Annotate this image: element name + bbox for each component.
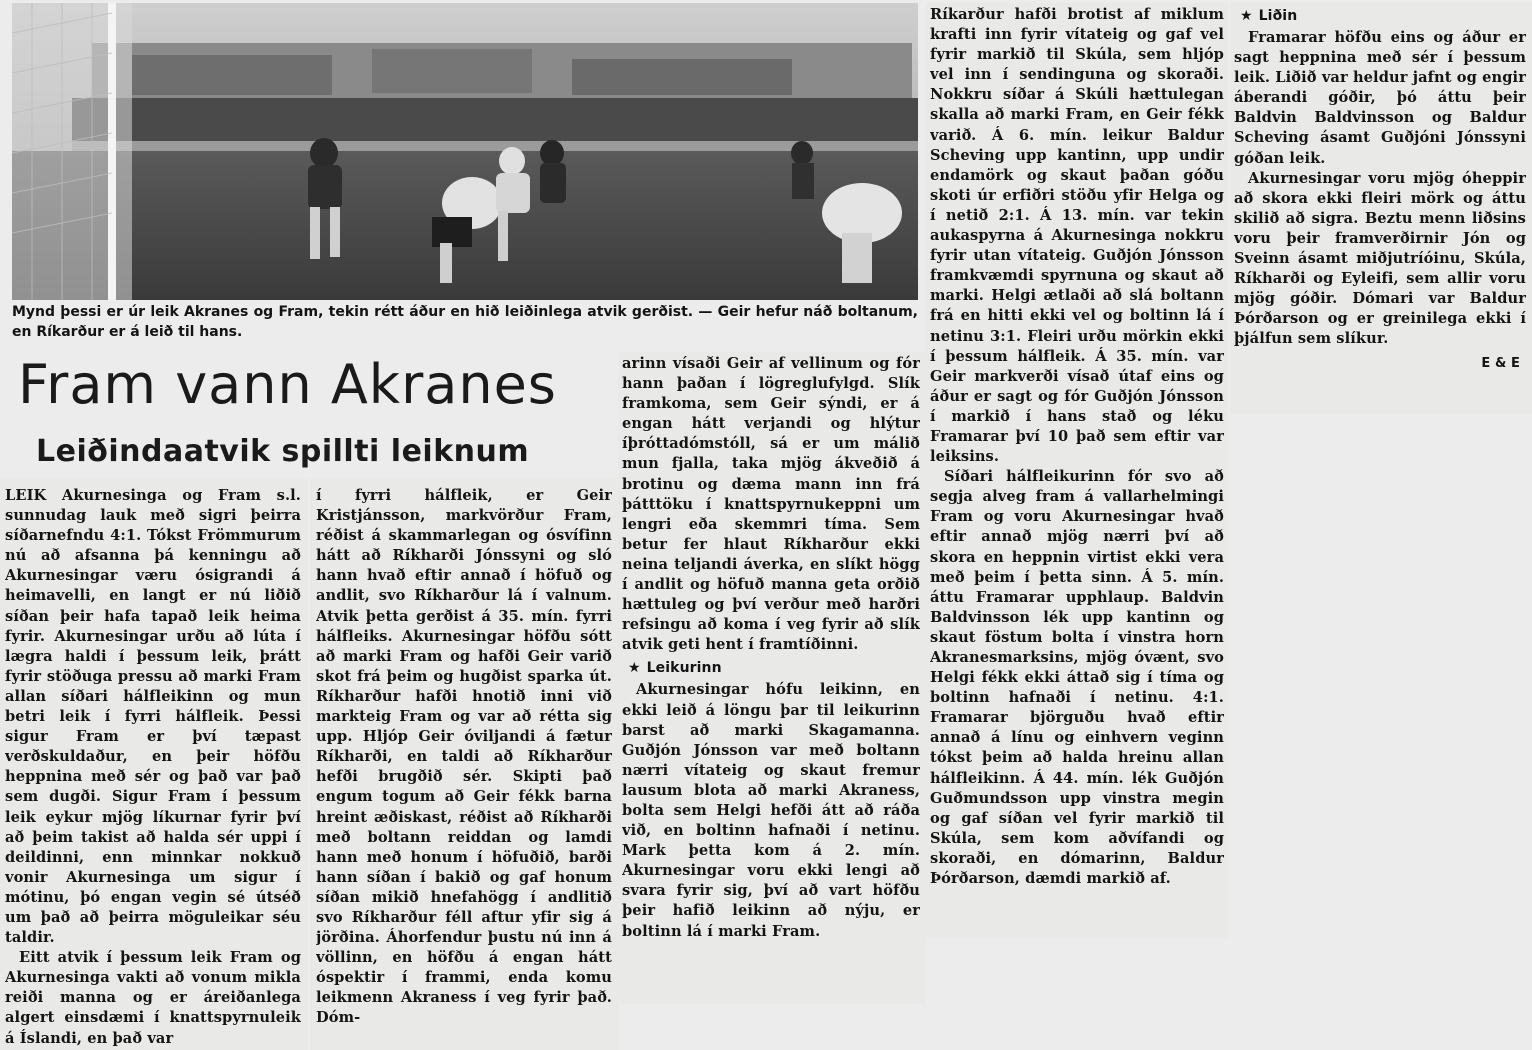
section-heading-lidin: ★ Liðin: [1240, 8, 1298, 24]
column-5-clip: [1230, 3, 1532, 413]
section-heading-leikurinn: ★ Leikurinn: [628, 660, 722, 677]
paragraph: Framarar höfðu eins og áður er sagt heppnina með sér í þessum leik. Liðið var heldur jafnt og engir áberandi góðir, þó áttu þeir Baldvin Baldvinsson og Baldur Scheving ásamt Guðjóni Jónssyni góðan leik.: [1234, 29, 1526, 167]
signature: E & E: [1481, 355, 1520, 371]
column-3: [622, 354, 920, 942]
column-2-clip: [310, 478, 618, 1050]
photo-caption: Mynd þessi er úr leik Akranes og Fram, tekin rétt áður en hið leiðinlega atvik gerðist. — Geir hefur náð boltanum, en Ríkarður er á leið til hans.: [12, 304, 918, 340]
star-icon: ★: [628, 660, 641, 677]
column-1-clip: [0, 478, 307, 1050]
star-icon: ★: [1240, 8, 1253, 24]
paragraph: Akurnesingar voru mjög óheppir að skora ekki fleiri mörk og áttu skilið að sigra. Beztu menn liðsins voru þeir framverðirnir Jón og Sveinn ásamt miðjutríóinu, Skúla, Ríkharði og Eyleifi, sem allir voru mjög góðir. Dómari var Baldur Þórðarson og er greinilega ekki í þjálfun sem slíkur.: [1234, 169, 1526, 348]
column-4: [930, 5, 1224, 889]
paragraph: Síðari hálfleikurinn fór svo að segja alveg fram á vallarhelmingi Fram og voru Akurnesingar hvað eftir annað mjög nærri því að skora en heppnin virtist ekki vera með þeim í þetta sinn. Á 5. mín. áttu Framarar upphlaup. Baldvin Baldvinsson lék upp kantinn og skaut föstum bolta í vinstra horn Akranesmarksins, mjög óvænt, svo Helgi fékk ekki áttað sig í tíma og boltinn hafnaði í netinu. 4:1. Framarar björguðu hvað eftir annað á línu og einhvern veginn tókst þeim að halda hreinu allan hálfleikinn. Á 44. mín. lék Guðjón Guðmundsson upp vinstra megin og gaf síðan vel fyrir markið til Skúla, sem kom aðvífandi og skoraði, en dómarinn, Baldur Þórðarson, dæmdi markið af.: [930, 468, 1224, 888]
paragraph: arinn vísaði Geir af vellinum og fór hann þaðan í lögreglufylgd. Slík framkoma, sem Geir sýndi, er á engan hátt verjandi og hlýtur íþróttadómstóll, sá er um málið mun fjalla, taka mjög ákveðið á brotinu og dæma mann inn frá þátttöku í knattspyrnukeppni um lengri eða skemmri tíma. Sem betur fer hlaut Ríkharður ekki neina teljandi áverka, en slíkt högg í andlit og höfuð manna geta orðið hættuleg og því verður með harðri refsingu að koma í veg fyrir að slík atvik geti hent í framtíðinni.: [622, 355, 920, 654]
column-1: [5, 486, 301, 1049]
match-photo: [12, 3, 918, 300]
column-3-clip: [618, 352, 926, 1004]
article-headline: Fram vann Akranes: [18, 353, 557, 416]
paragraph: Eitt atvik í þessum leik Fram og Akurnesinga vakti að vonum mikla reiði manna og er áreiðanlega algert einsdæmi í knattspyrnuleik á Íslandi, en það var: [5, 949, 301, 1047]
column-5: [1234, 7, 1526, 374]
column-4-clip: [926, 3, 1228, 938]
match-photo-image: [12, 3, 918, 300]
column-2: [316, 486, 612, 1029]
paragraph: LEIK Akurnesinga og Fram s.l. sunnudag lauk með sigri þeirra síðarnefndu 4:1. Tókst Frömmurum nú að afsanna þá kenningu að Akurnesingar væru ósigrandi á heimavelli, en langt er nú liðið síðan þeir hafa tapað leik heima fyrir. Akurnesingar urðu að lúta í lægra haldi í þessum leik, þrátt fyrir stöðuga pressu að marki Fram allan síðari hálfleikinn og mun betri leik í fyrri hálfleik. Þessi sigur Fram er því tæpast verðskuldaður, en þeir höfðu heppnina með sér og það var það sem dugði. Sigur Fram í þessum leik eykur mjög líkurnar fyrir því að þeim takist að halda sér uppi í deildinni, enn minnkar nokkuð vonir Akurnesinga um sigur í mótinu, þó engan vegin sé útséð um það að þeirra möguleikar séu taldir.: [5, 487, 301, 947]
paragraph: Ríkarður hafði brotist af miklum krafti inn fyrir vítateig og gaf vel fyrir markið til Skúla, sem hljóp vel inn í sendinguna og skoraði. Nokkru síðar á Skúli hættulegan skalla að marki Fram, en Geir fékk varið. Á 6. mín. leikur Baldur Scheving upp kantinn, upp undir endamörk og skaut þaðan góðu skoti úr erfiðri stöðu yfir Helga og í netið 2:1. Á 13. mín. var tekin aukaspyrna á Akurnesinga nokkru fyrir utan vítateig. Guðjón Jónsson framkvæmdi spyrnuna og skaut að marki. Helgi ætlaði að slá boltann frá en hitti ekki vel og boltinn lá í netinu 3:1. Fleiri urðu mörkin ekki í þessum hálfleik. Á 35. mín. var Geir markverði vísað útaf eins og áður er sagt og fór Guðjón Jónsson í markið í hans stað og léku Framarar því 10 það sem eftir var leiksins.: [930, 6, 1224, 466]
article-subheadline: Leiðindaatvik spillti leiknum: [36, 434, 530, 469]
paragraph: Akurnesingar hófu leikinn, en ekki leið á löngu þar til leikurinn barst að marki Skagamanna. Guðjón Jónsson var með boltann nærri vítateig og skaut fremur lausum blota að marki Akraness, bolta sem Helgi hefði átt að ráða við, en boltinn hafnaði í netinu. Mark þetta kom á 2. mín. Akurnesingar voru ekki lengi að svara fyrir sig, því að vart höfðu þeir hafið leikinn að nýju, er boltinn lá í marki Fram.: [622, 681, 920, 940]
paragraph: í fyrri hálfleik, er Geir Kristjánsson, markvörður Fram, réðist á skammarlegan og ósvífinn hátt að Ríkharði Jónssyni og sló hann hvað eftir annað í höfuð og andlit, svo Ríkharður lá í valnum. Atvik þetta gerðist á 35. mín. fyrri hálfleiks. Akurnesingar höfðu sótt að marki Fram og hafði Geir varið skot frá þeim og hugðist sparka út. Ríkharður hafði hnotið inni við markteig Fram og var að rétta sig upp. Hljóp Geir óviljandi á fætur Ríkharði, en taldi að Ríkharður hefði brugðið sér. Skipti það engum togum að Geir fékk barna hreint æðiskast, réðist að Ríkharði með boltann reiddan og lamdi hann með honum í höfuðið, barði hann síðan í bakið og gaf honum síðan mikið hnefahögg í andlitið svo Ríkharður féll aftur yfir sig á jörðina. Áhorfendur þustu nú inn á völlinn, en höfðu á engan hátt óspektir í frammi, enda komu leikmenn Akraness í veg fyrir það. Dóm-: [316, 487, 612, 1027]
